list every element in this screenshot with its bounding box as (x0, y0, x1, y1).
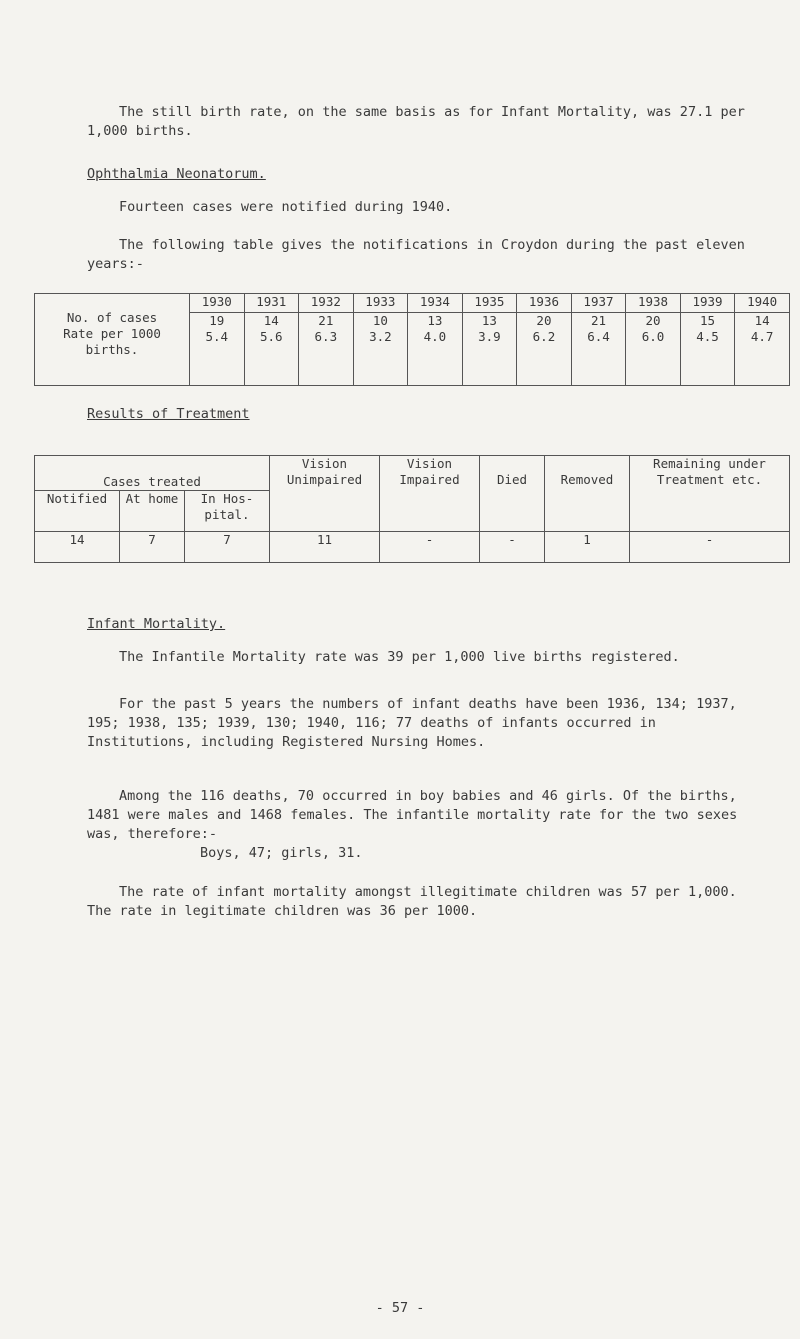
year-cell: 1940 (735, 294, 790, 313)
sex-deaths-paragraph: Among the 116 deaths, 70 occurred in boy babies and 46 girls. Of the births, 1481 were males and 1468 females. The infantile mortality rate for the two sexes was, therefore:- (87, 788, 746, 842)
cases-treated-header: Cases treated (35, 456, 270, 491)
year-cell: 1938 (626, 294, 681, 313)
infant-deaths-paragraph: For the past 5 years the numbers of infant deaths have been 1936, 134; 1937, 195; 1938, 135; 1939, 130; 1940, 116; 77 deaths of infants occurred in Institutions, including Registered Nursing Homes. (87, 696, 745, 750)
results-table (34, 455, 790, 563)
year-cell: 1933 (353, 294, 408, 313)
following-table-paragraph: The following table gives the notifications in Croydon during the past eleven years:- (87, 237, 753, 272)
removed-value: 1 (545, 532, 630, 563)
value-cell: 21 6.4 (571, 313, 626, 386)
value-cell: 14 4.7 (735, 313, 790, 386)
died-value: - (480, 532, 545, 563)
illegitimate-paragraph: The rate of infant mortality amongst illegitimate children was 57 per 1,000. The rate in legitimate children was 36 per 1000. (87, 884, 745, 919)
stillbirth-paragraph: The still birth rate, on the same basis as for Infant Mortality, was 27.1 per 1,000 births. (87, 104, 753, 139)
infant-mortality-heading: Infant Mortality. (87, 616, 226, 632)
removed-header: Removed (545, 456, 630, 532)
value-cell: 21 6.3 (299, 313, 354, 386)
fourteen-cases-paragraph: Fourteen cases were notified during 1940. (119, 199, 453, 215)
notified-value: 14 (35, 532, 120, 563)
year-cell: 1939 (680, 294, 735, 313)
in-hospital-value: 7 (185, 532, 270, 563)
at-home-header: At home (120, 491, 185, 532)
year-cell: 1934 (408, 294, 463, 313)
value-cell: 13 3.9 (462, 313, 517, 386)
ophthalmia-heading: Ophthalmia Neonatorum. (87, 166, 266, 182)
table-row (35, 294, 790, 313)
notified-header: Notified (35, 491, 120, 532)
table-row (35, 532, 790, 563)
value-cell: 19 5.4 (190, 313, 245, 386)
value-cell: 15 4.5 (680, 313, 735, 386)
impaired-value: - (380, 532, 480, 563)
year-cell: 1937 (571, 294, 626, 313)
value-cell: 13 4.0 (408, 313, 463, 386)
value-cell: 20 6.2 (517, 313, 572, 386)
year-cell: 1936 (517, 294, 572, 313)
table-row (35, 456, 790, 491)
results-heading: Results of Treatment (87, 406, 250, 422)
ophthalmia-notifications-table (34, 293, 790, 386)
at-home-value: 7 (120, 532, 185, 563)
unimpaired-value: 11 (270, 532, 380, 563)
sex-rates-line: Boys, 47; girls, 31. (200, 845, 363, 861)
died-header: Died (480, 456, 545, 532)
year-cell: 1931 (244, 294, 299, 313)
row-label: No. of cases Rate per 1000 births. (35, 294, 190, 386)
value-cell: 14 5.6 (244, 313, 299, 386)
vision-unimpaired-header: Vision Unimpaired (270, 456, 380, 532)
value-cell: 10 3.2 (353, 313, 408, 386)
remaining-header: Remaining under Treatment etc. (630, 456, 790, 532)
remaining-value: - (630, 532, 790, 563)
infant-rate-paragraph: The Infantile Mortality rate was 39 per 1,000 live births registered. (119, 649, 680, 665)
in-hospital-header: In Hos- pital. (185, 491, 270, 532)
page-number: - 57 - (375, 1300, 425, 1316)
year-cell: 1935 (462, 294, 517, 313)
year-cell: 1930 (190, 294, 245, 313)
value-cell: 20 6.0 (626, 313, 681, 386)
vision-impaired-header: Vision Impaired (380, 456, 480, 532)
year-cell: 1932 (299, 294, 354, 313)
